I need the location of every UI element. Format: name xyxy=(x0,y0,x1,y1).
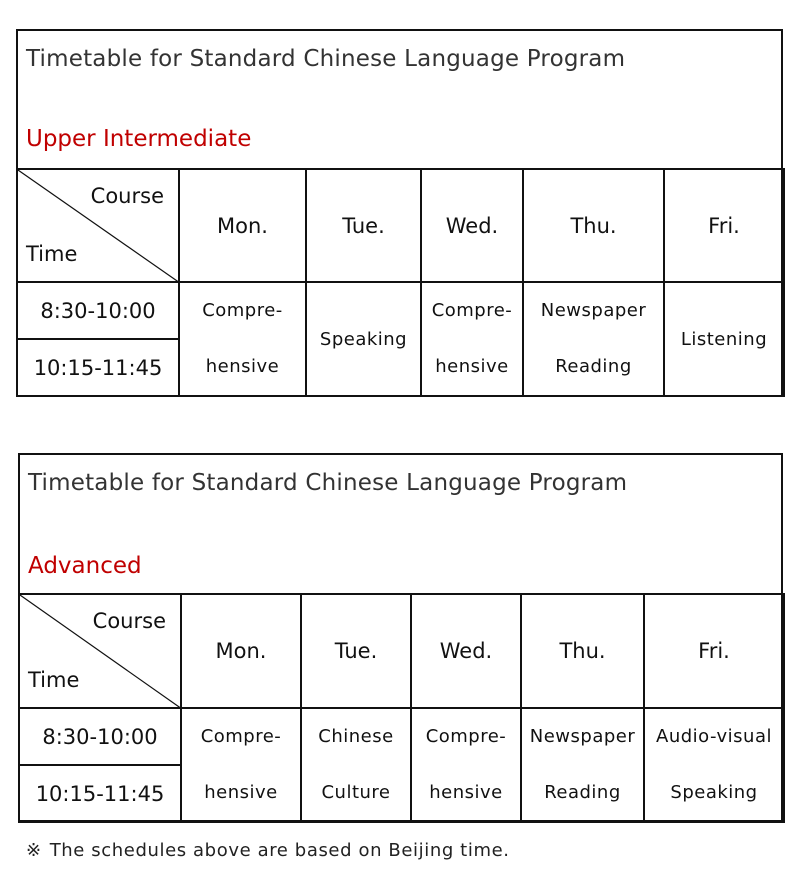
time-axis-label: Time xyxy=(28,668,80,692)
course-axis-label: Course xyxy=(90,184,164,208)
level-label: Advanced xyxy=(28,553,142,579)
schedule-table xyxy=(16,168,785,397)
course-line-1: Compre- xyxy=(200,726,282,747)
course-tue xyxy=(306,282,421,396)
course-line-1: Compre- xyxy=(425,726,507,747)
course-wed xyxy=(421,282,523,396)
day-header-mon: Mon. xyxy=(181,594,301,708)
footnote xyxy=(26,840,510,861)
course-mon xyxy=(179,282,306,396)
time-slot-2: 10:15-11:45 xyxy=(19,765,181,822)
course-tue xyxy=(301,708,411,822)
course-line-2: hensive xyxy=(205,356,280,377)
course-line-1: Audio-visual xyxy=(656,726,772,747)
course-line-2: hensive xyxy=(204,782,278,803)
timetable-advanced xyxy=(18,453,783,822)
corner-cell xyxy=(17,169,179,282)
course-line-1: Compre- xyxy=(202,300,283,321)
timetable-upper-intermediate xyxy=(16,29,783,397)
day-header-tue: Tue. xyxy=(306,169,421,282)
header-row xyxy=(17,169,784,282)
course-line-2: Reading xyxy=(544,782,621,803)
timetable-title: Timetable for Standard Chinese Language Program xyxy=(26,46,626,72)
reference-mark-icon: ※ xyxy=(26,840,42,861)
schedule-table xyxy=(18,593,785,823)
footnote-text: The schedules above are based on Beijing time. xyxy=(49,840,510,861)
course-line-1: Compre- xyxy=(431,300,513,321)
day-header-wed: Wed. xyxy=(421,169,523,282)
course-thu xyxy=(523,282,664,396)
course-axis-label: Course xyxy=(92,609,166,633)
time-axis-label: Time xyxy=(26,242,78,266)
day-header-thu: Thu. xyxy=(523,169,664,282)
day-header-fri: Fri. xyxy=(644,594,784,708)
course-line-2: hensive xyxy=(435,356,509,377)
time-row xyxy=(19,708,784,765)
time-slot-1: 8:30-10:00 xyxy=(17,282,179,339)
day-header-wed: Wed. xyxy=(411,594,521,708)
course-line-2: Speaking xyxy=(670,782,758,803)
day-header-tue: Tue. xyxy=(301,594,411,708)
time-row xyxy=(17,282,784,339)
course-line-2: hensive xyxy=(429,782,503,803)
course-line-1: Chinese xyxy=(318,726,394,747)
course-line-1: Newspaper xyxy=(540,300,647,321)
course-wed xyxy=(411,708,521,822)
day-header-thu: Thu. xyxy=(521,594,644,708)
header-row xyxy=(19,594,784,708)
timetable-title: Timetable for Standard Chinese Language Program xyxy=(28,470,628,496)
course-line-2: Reading xyxy=(555,356,632,377)
day-header-fri: Fri. xyxy=(664,169,784,282)
course-fri xyxy=(644,708,784,822)
course-line-2: Culture xyxy=(321,782,391,803)
time-slot-2: 10:15-11:45 xyxy=(17,339,179,396)
course-line-1: Newspaper xyxy=(529,726,636,747)
level-label: Upper Intermediate xyxy=(26,126,252,152)
course-fri xyxy=(664,282,784,396)
day-header-mon: Mon. xyxy=(179,169,306,282)
course-thu xyxy=(521,708,644,822)
course-line-1: Speaking xyxy=(319,328,408,350)
course-mon xyxy=(181,708,301,822)
course-line-1: Listening xyxy=(680,328,768,350)
corner-cell xyxy=(19,594,181,708)
time-slot-1: 8:30-10:00 xyxy=(19,708,181,765)
